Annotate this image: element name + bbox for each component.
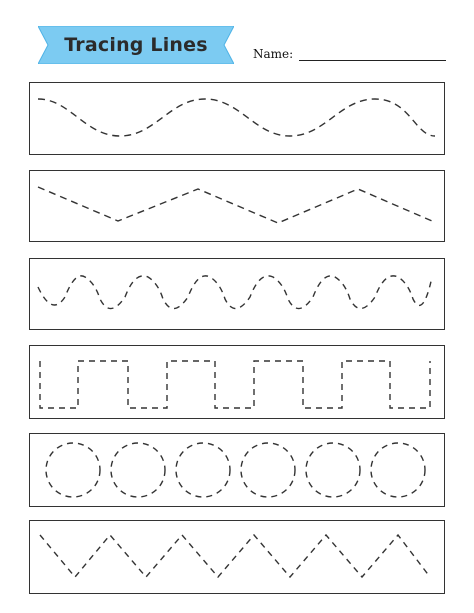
trace-panel-sharp-zigzag <box>29 520 445 594</box>
sharp-zigzag-trace-path <box>30 521 446 595</box>
title-banner <box>38 26 234 64</box>
page-title: Tracing Lines <box>64 34 208 56</box>
trace-panel-circles <box>29 433 445 507</box>
trace-panel-wave <box>29 82 445 155</box>
trace-circle <box>371 443 425 497</box>
trace-circle <box>241 443 295 497</box>
wave-trace-path <box>30 83 446 156</box>
name-label: Name: <box>253 47 294 61</box>
trace-panel-loops <box>29 258 445 330</box>
trace-circle <box>111 443 165 497</box>
trace-circle <box>176 443 230 497</box>
trace-circle <box>46 443 100 497</box>
trace-circle <box>306 443 360 497</box>
name-write-line <box>299 60 446 61</box>
square-wave-trace-path <box>30 346 446 420</box>
trace-panel-zigzag <box>29 170 445 242</box>
zigzag-trace-path <box>30 171 446 243</box>
trace-panel-square-wave <box>29 345 445 419</box>
circles-trace-group <box>30 434 446 508</box>
loops-trace-path <box>30 259 446 331</box>
